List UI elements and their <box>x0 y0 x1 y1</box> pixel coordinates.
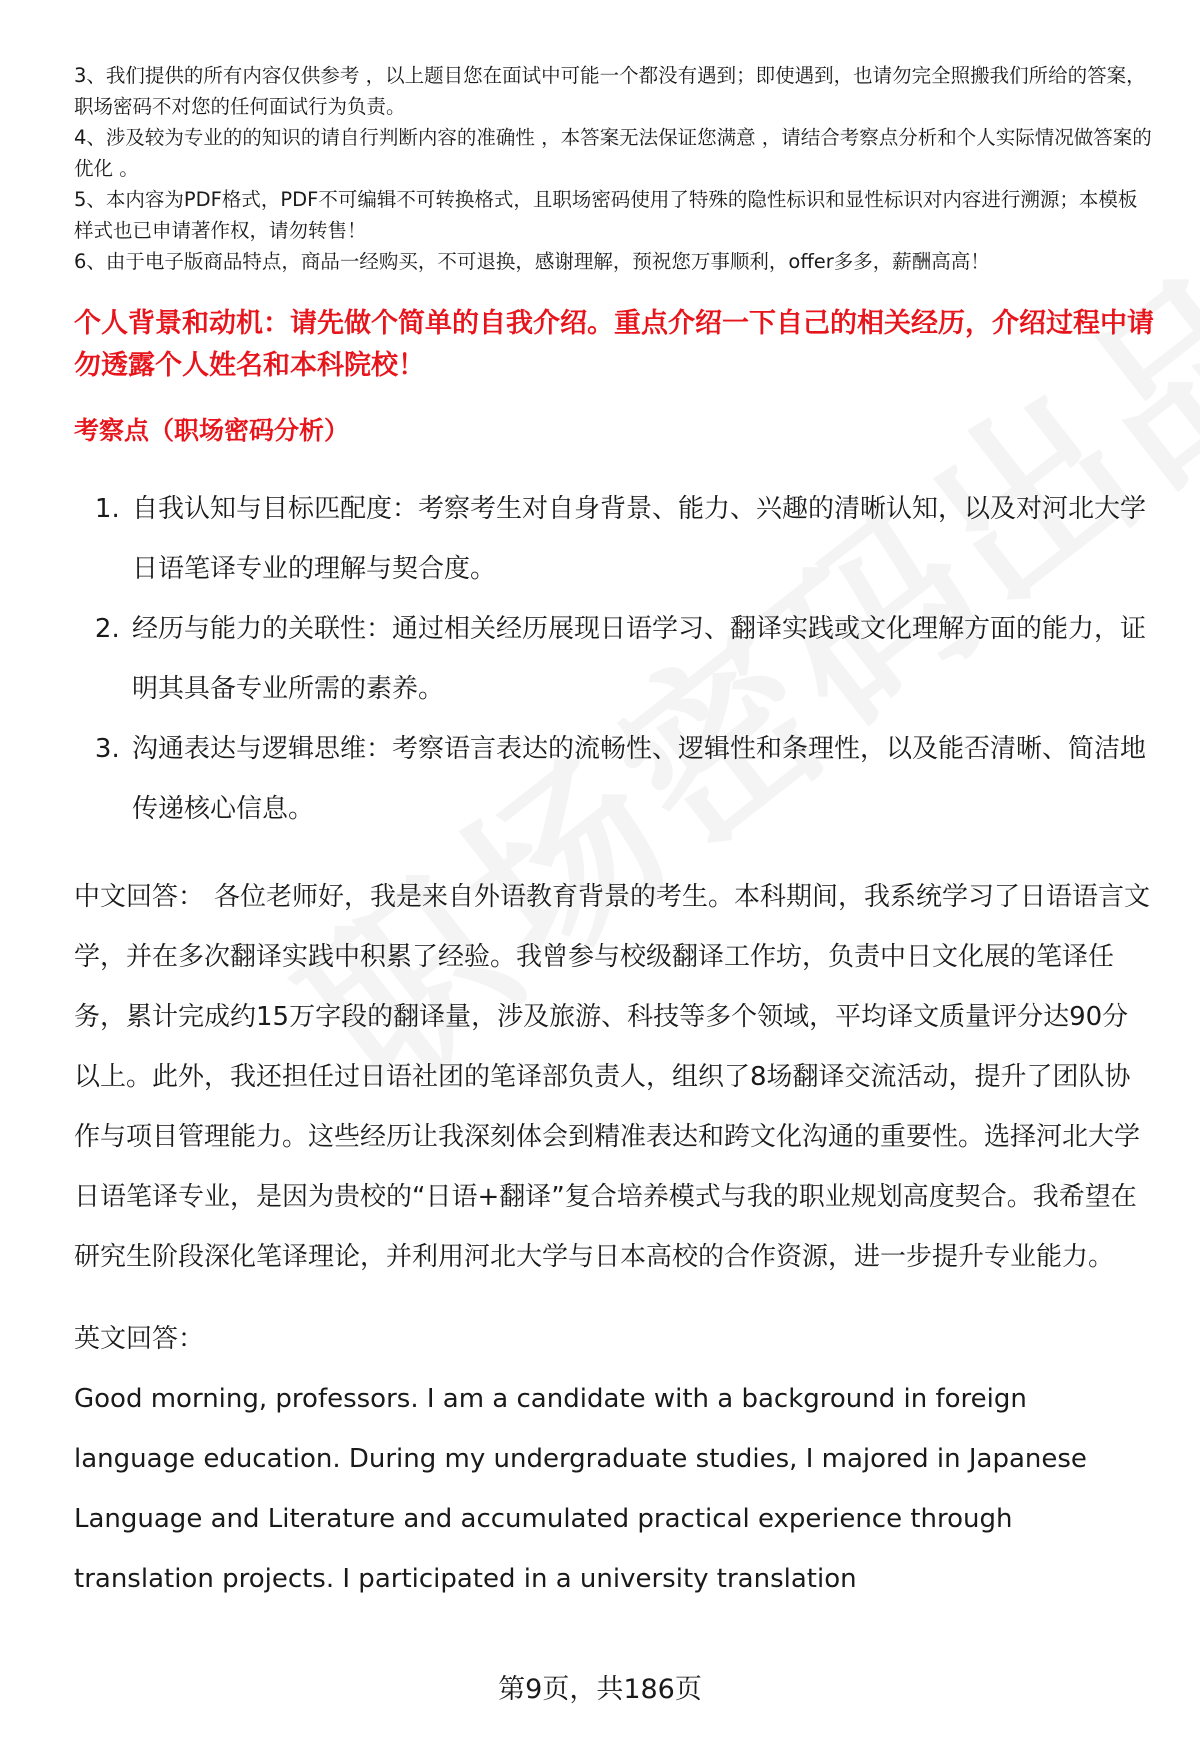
analysis-point: 1. 自我认知与目标匹配度：考察考生对自身背景、能力、兴趣的清晰认知，以及对河北大学日语笔译专业的理解与契合度。 <box>128 479 1154 599</box>
chinese-answer-label: 中文回答： <box>74 882 205 912</box>
notice-item: 6、由于电子版商品特点，商品一经购买，不可退换，感谢理解，预祝您万事顺利，offer多多，薪酬高高！ <box>74 250 990 273</box>
chinese-answer-block <box>74 867 1154 1287</box>
question-heading: 个人背景和动机：请先做个简单的自我介绍。重点介绍一下自己的相关经历，介绍过程中请勿透露个人姓名和本科院校！ <box>74 308 1154 381</box>
notice-item: 5、本内容为PDF格式，PDF不可编辑不可转换格式，且职场密码使用了特殊的隐性标识和显性标识对内容进行溯源；本模板样式也已申请著作权，请勿转售！ <box>74 188 1138 242</box>
chinese-answer-text: 各位老师好，我是来自外语教育背景的考生。本科期间，我系统学习了日语语言文学，并在多次翻译实践中积累了经验。我曾参与校级翻译工作坊，负责中日文化展的笔译任务，累计完成约15万字段的翻译量，涉及旅游、科技等多个领域，平均译文质量评分达90分以上。此外，我还担任过日语社团的笔译部负责人，组织了8场翻译交流活动，提升了团队协作与项目管理能力。这些经历让我深刻体会到精准表达和跨文化沟通的重要性。选择河北大学日语笔译专业，是因为贵校的“日语+翻译”复合培养模式与我的职业规划高度契合。我希望在研究生阶段深化笔译理论，并利用河北大学与日本高校的合作资源，进一步提升专业能力。 <box>74 882 1151 1272</box>
page-number: 第9页，共186页 <box>498 1674 702 1705</box>
english-answer-text: Good morning, professors. I am a candidate with a background in foreign language education. During my undergraduate studies, I majored in Japanese Language and Literature and accumulated practical experience through translation projects. I participated in a university translation <box>74 1384 1087 1594</box>
analysis-point: 2. 经历与能力的关联性：通过相关经历展现日语学习、翻译实践或文化理解方面的能力，证明其具备专业所需的素养。 <box>128 599 1154 719</box>
english-answer-label: 英文回答： <box>74 1324 205 1354</box>
document-page <box>74 60 1154 1609</box>
analysis-heading: 考察点（职场密码分析） <box>74 416 350 445</box>
analysis-list <box>74 479 1154 839</box>
notice-item: 3、我们提供的所有内容仅供参考 ，以上题目您在面试中可能一个都没有遇到；即使遇到，也请勿完全照搬我们所给的答案，职场密码不对您的任何面试行为负责。 <box>74 64 1146 118</box>
analysis-point: 3. 沟通表达与逻辑思维：考察语言表达的流畅性、逻辑性和条理性，以及能否清晰、简洁地传递核心信息。 <box>128 719 1154 839</box>
notice-list <box>74 60 1154 277</box>
notice-item: 4、涉及较为专业的的知识的请自行判断内容的准确性 ，本答案无法保证您满意 ，请结合考察点分析和个人实际情况做答案的优化 。 <box>74 126 1152 180</box>
